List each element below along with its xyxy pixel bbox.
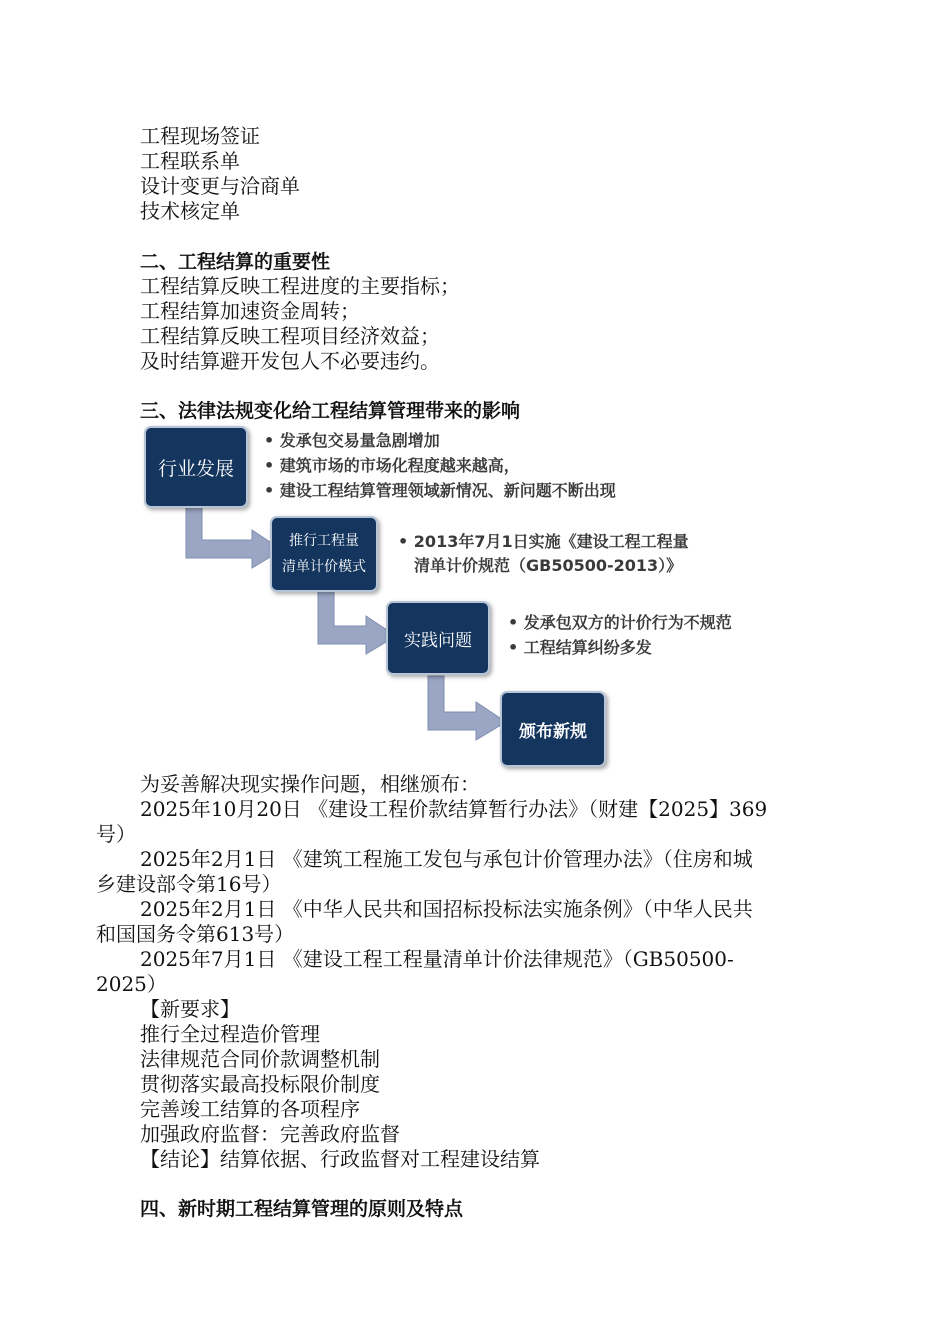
list-item: 工程结算加速资金周转； <box>140 299 360 323</box>
law-line-cont: 和国国务令第613号） <box>96 922 295 946</box>
box-industry-development <box>144 426 248 508</box>
box-bill-of-quantities <box>270 516 378 592</box>
flow-diagram <box>140 424 840 774</box>
conclusion: 【结论】结算依据、行政监督对工程建设结算 <box>140 1147 540 1171</box>
box3-bullets <box>508 610 732 660</box>
law-line: 2025年2月1日 《中华人民共和国招标投标法实施条例》（中华人民共 <box>140 897 753 921</box>
law-line: 2025年2月1日 《建筑工程施工发包与承包计价管理办法》（住房和城 <box>140 847 753 871</box>
list-item: 法律规范合同价款调整机制 <box>140 1047 380 1071</box>
section-heading: 三、法律法规变化给工程结算管理带来的影响 <box>140 400 521 422</box>
list-item: 加强政府监督：完善政府监督 <box>140 1122 400 1146</box>
paragraph: 为妥善解决现实操作问题，相继颁布： <box>140 772 480 796</box>
list-item: 工程联系单 <box>140 149 240 173</box>
list-item: 贯彻落实最高投标限价制度 <box>140 1072 380 1096</box>
box-label-line1: 推行工程量 <box>289 533 359 549</box>
law-line-cont: 号） <box>96 822 136 846</box>
section-heading: 二、工程结算的重要性 <box>140 251 331 273</box>
law-line-cont: 乡建设部令第16号） <box>96 872 282 896</box>
box-new-regulations <box>500 691 606 767</box>
bullet-item: • 建筑市场的市场化程度越来越高， <box>264 453 616 478</box>
box1-bullets <box>264 428 616 503</box>
law-line: 2025年7月1日 《建设工程工程量清单计价法律规范》（GB50500- <box>140 947 734 971</box>
box-practice-problems <box>386 601 490 675</box>
bullet-item: • 建设工程结算管理领域新情况、新问题不断出现 <box>264 478 616 503</box>
box-label-line2: 清单计价模式 <box>282 559 366 575</box>
list-item: 及时结算避开发包人不必要违约。 <box>140 349 440 373</box>
bullet-item-continuation: 清单计价规范（GB50500-2013）》 <box>414 556 683 575</box>
list-item: 完善竣工结算的各项程序 <box>140 1097 360 1121</box>
law-line: 2025年10月20日 《建设工程价款结算暂行办法》（财建【2025】369 <box>140 797 768 821</box>
law-line-cont: 2025） <box>96 972 167 996</box>
list-item: 技术核定单 <box>140 199 240 223</box>
box-label: 行业发展 <box>157 457 234 480</box>
list-item: 设计变更与洽商单 <box>140 174 300 198</box>
bullet-item: • 工程结算纠纷多发 <box>508 635 732 660</box>
box-label: 颁布新规 <box>519 721 587 742</box>
list-item: 推行全过程造价管理 <box>140 1022 320 1046</box>
box2-bullets <box>398 530 689 578</box>
arrow-3-icon <box>428 676 508 740</box>
list-item: 工程结算反映工程项目经济效益； <box>140 324 440 348</box>
section-heading: 四、新时期工程结算管理的原则及特点 <box>140 1198 464 1220</box>
subheading: 【新要求】 <box>140 997 240 1021</box>
bullet-item: • 2013年7月1日实施《建设工程工程量 <box>398 530 689 554</box>
box-label: 实践问题 <box>404 630 472 651</box>
list-item: 工程结算反映工程进度的主要指标； <box>140 274 460 298</box>
list-item: 工程现场签证 <box>140 124 260 148</box>
bullet-item: • 发承包双方的计价行为不规范 <box>508 610 732 635</box>
bullet-item: • 发承包交易量急剧增加 <box>264 428 616 453</box>
